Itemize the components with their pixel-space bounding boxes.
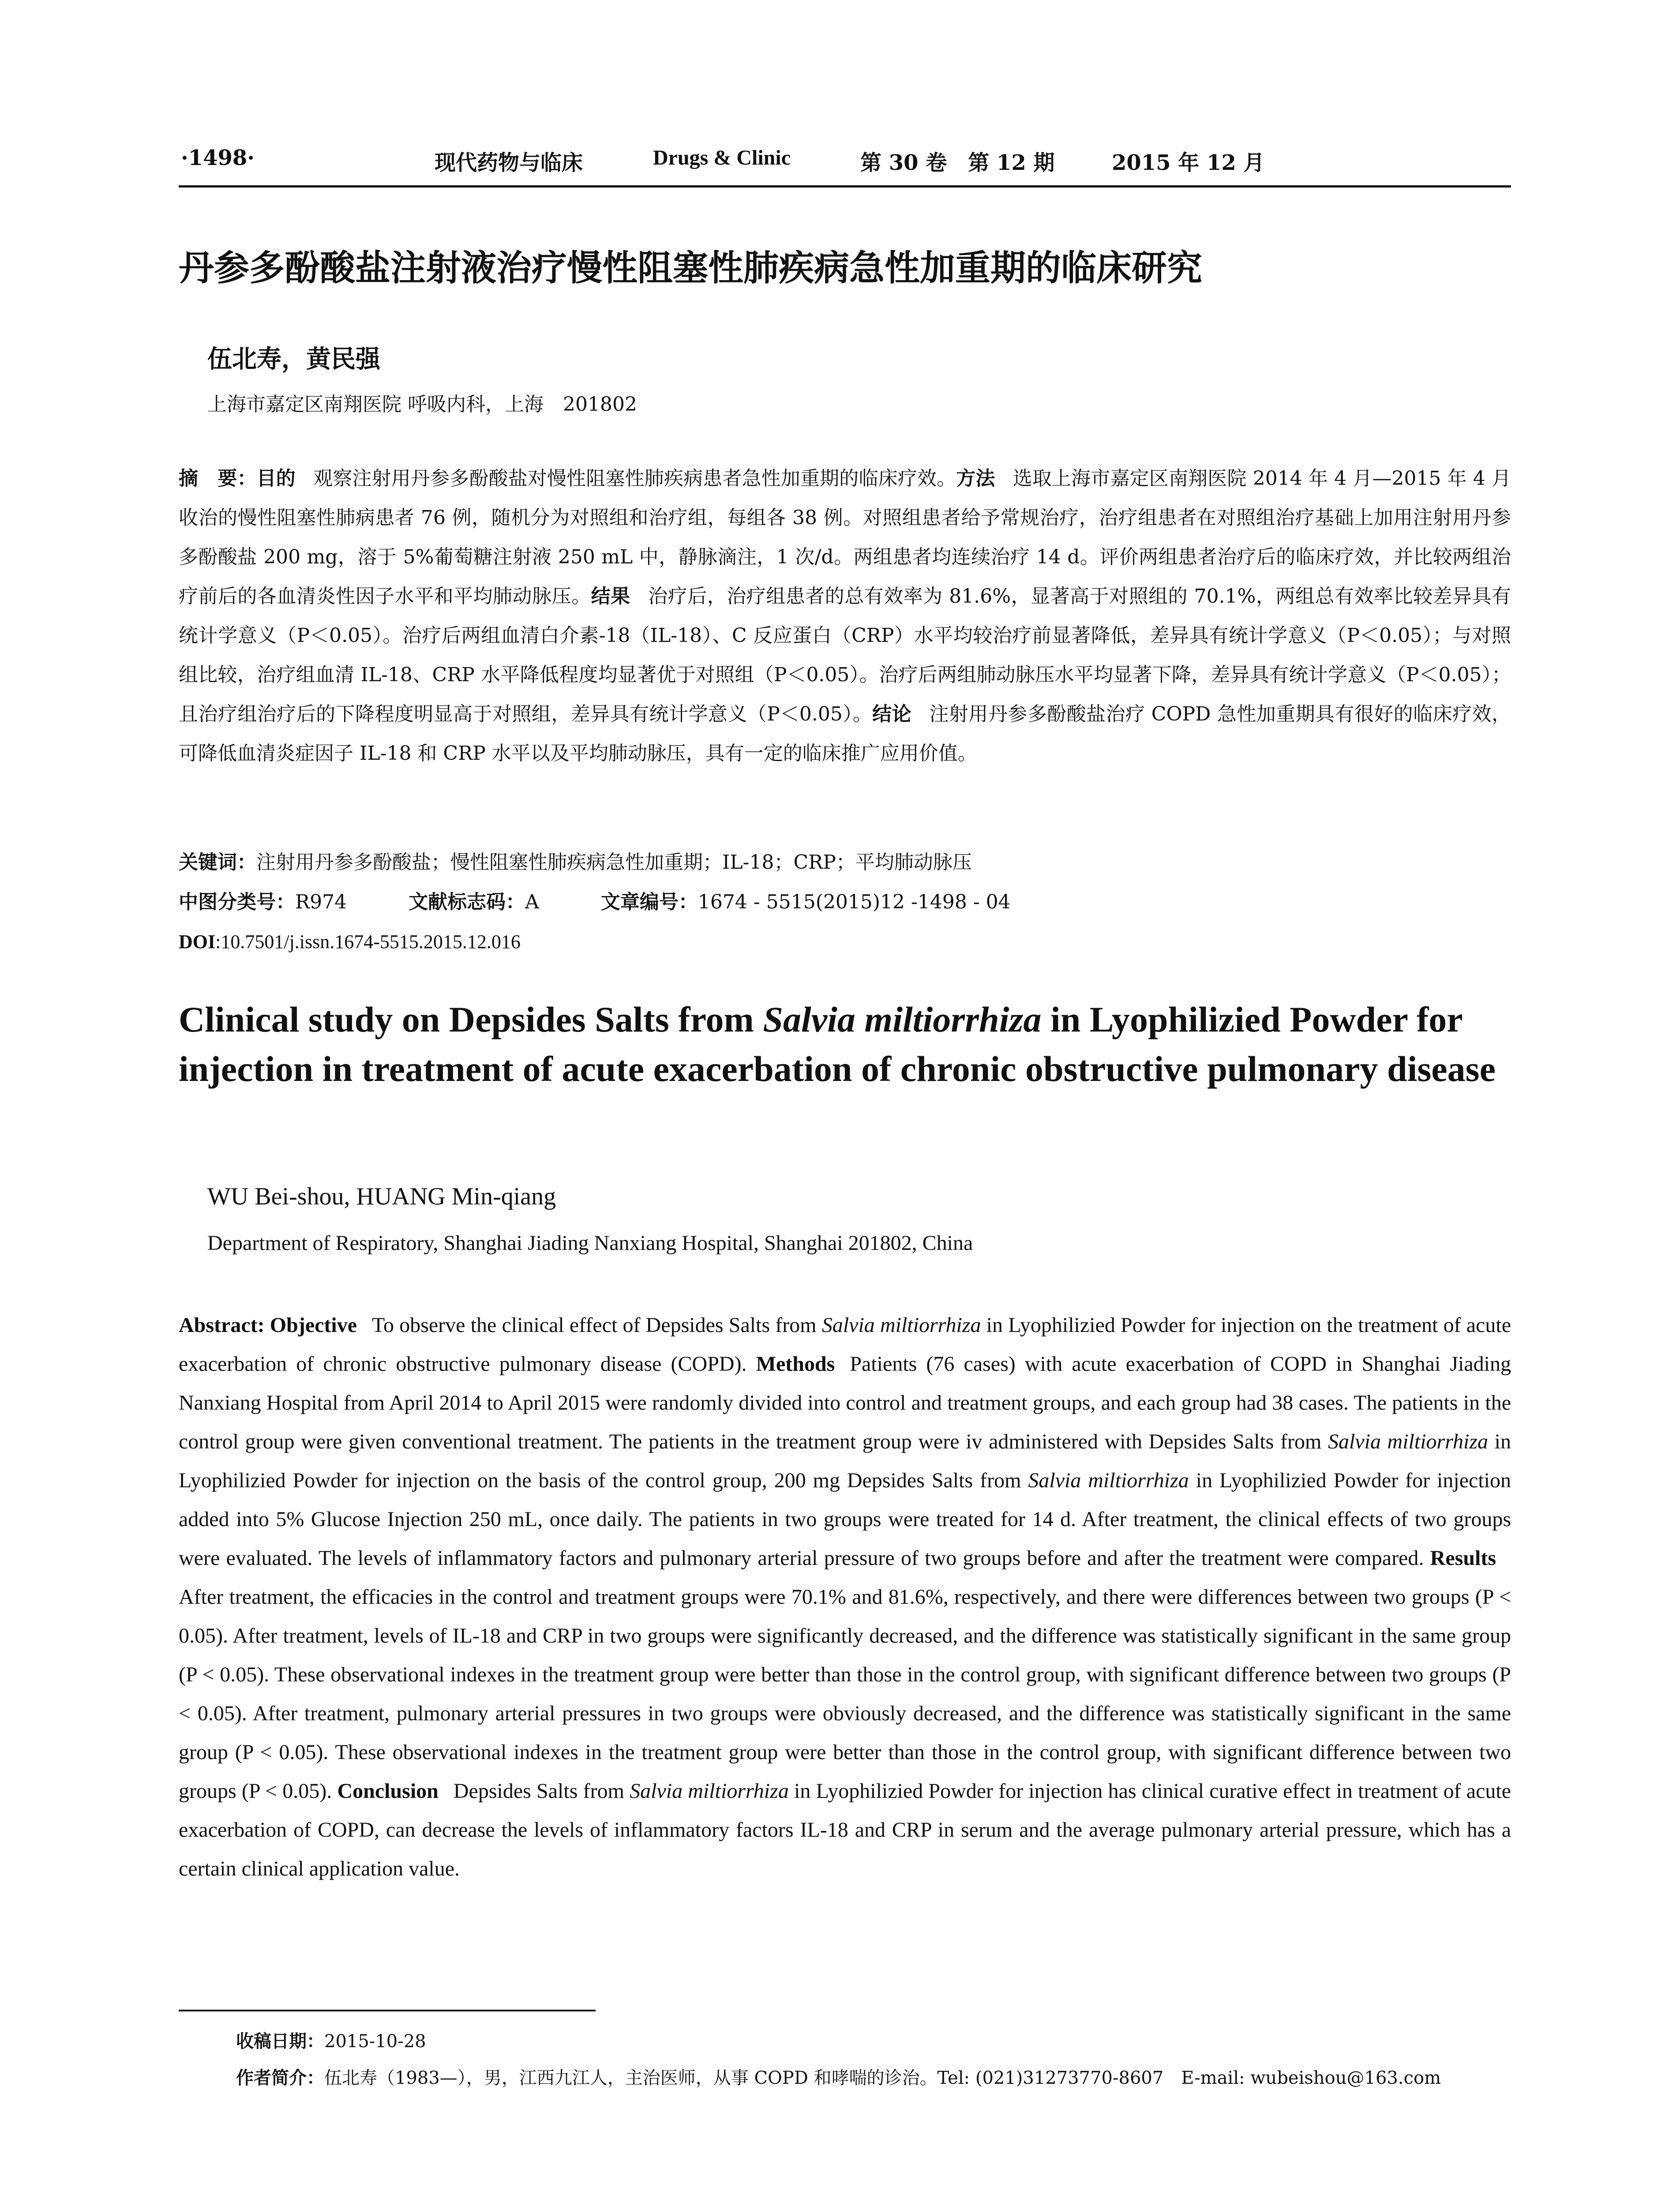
results-text-en: After treatment, the efficacies in the control and treatment groups were 70.1% and 81.6%, respectively, and there were differences between two groups (P < 0.05). After treatment, levels of IL-18 and CRP in two groups were significantly decreased, and the difference was statistically significant in the same group (P < 0.05). These observational indexes in the treatment group were better than those in the control group, with significant difference between two groups (P < 0.05). After treatment, pulmonary arterial pressures in two groups were obviously decreased, and the difference was statistically significant in the same group (P < 0.05). These observational indexes in the treatment group were better than those in the control group, with significant difference between two groups (P < 0.05).	[179, 1585, 1511, 1803]
doi-label: DOI	[179, 931, 216, 953]
received-date: 2015-10-28	[324, 2031, 426, 2052]
keywords-text: 注射用丹参多酚酸盐；慢性阻塞性肺疾病急性加重期；IL-18；CRP；平均肺动脉压	[256, 851, 972, 874]
title-cn: 丹参多酚酸盐注射液治疗慢性阻塞性肺疾病急性加重期的临床研究	[179, 248, 1202, 289]
objective-label-cn: 目的	[256, 467, 296, 490]
author-bio-text: 伍北寿（1983—），男，江西九江人，主治医师，从事 COPD 和哮喘的诊治。Tel: (021)31273770-8607 E-mail: wubeishou@163.com	[324, 2068, 1441, 2088]
affiliation-en: Department of Respiratory, Shanghai Jiading Nanxiang Hospital, Shanghai 201802, China	[207, 1231, 973, 1255]
title-en-italic: Salvia miltiorrhiza	[763, 999, 1042, 1039]
running-header	[179, 141, 1511, 188]
results-text-cn: 治疗后，治疗组患者的总有效率为 81.6%，显著高于对照组的 70.1%，两组总有效率比较差异具有统计学意义（P＜0.05）。治疗后两组血清白介素-18（IL-18）、C 反应蛋白（CRP）水平均较治疗前显著降低，差异具有统计学意义（P＜0.05）；与对照组比较，治疗组血清 IL-18、CRP 水平降低程度均显著优于对照组（P＜0.05）。治疗后两组肺动脉压水平均显著下降，差异具有统计学意义（P＜0.05）；且治疗组治疗后的下降程度明显高于对照组，差异具有统计学意义（P＜0.05）。	[179, 585, 1511, 725]
abstract-en	[179, 1306, 1511, 1888]
conclusion-label-en: Conclusion	[337, 1779, 439, 1803]
classification-line	[179, 882, 1511, 922]
conclusion-italic-en: Salvia miltiorrhiza	[630, 1779, 789, 1803]
conclusion-text-cn: 注射用丹参多酚酸盐治疗 COPD 急性加重期具有很好的临床疗效，可降低血清炎症因子 IL-18 和 CRP 水平以及平均肺动脉压，具有一定的临床推广应用价值。	[179, 703, 1511, 765]
keywords-cn	[179, 843, 1511, 882]
doc-code-value: A	[525, 891, 539, 913]
objective-text-en-1: To observe the clinical effect of Depsides Salts from	[372, 1313, 822, 1337]
received-label: 收稿日期：	[236, 2031, 324, 2052]
doi-value: :10.7501/j.issn.1674-5515.2015.12.016	[215, 931, 521, 953]
objective-label-en: Objective	[270, 1313, 357, 1337]
volume-issue: 第 30 卷 第 12 期	[860, 150, 1055, 175]
affiliation-cn: 上海市嘉定区南翔医院 呼吸内科，上海 201802	[207, 393, 637, 416]
objective-text-en-2: in Lyophilizied Powder for injection on the treatment of acute exacerbation of chronic obstructive pulmonary disease (COPD).	[179, 1313, 1511, 1376]
abstract-cn	[179, 459, 1511, 773]
article-no-value: 1674 - 5515(2015)12 -1498 - 04	[698, 891, 1011, 913]
title-en-part1: Clinical study on Depsides Salts from	[179, 999, 763, 1039]
journal-name-cn: 现代药物与临床	[435, 150, 583, 175]
methods-text-en-2: in Lyophilizied Powder for injection on the basis of the control group, 200 mg Depsides Salts from	[179, 1430, 1511, 1492]
title-en-part2: in Lyophilizied Powder for injection in treatment of acute exacerbation of chronic obstructive pulmonary disease	[179, 999, 1496, 1089]
abstract-label-cn: 摘 要：	[179, 467, 257, 490]
issue-date: 2015 年 12 月	[1112, 150, 1265, 175]
methods-italic-en-2: Salvia miltiorrhiza	[1028, 1469, 1189, 1492]
journal-name-en: Drugs & Clinic	[653, 146, 791, 169]
doi-line	[179, 922, 1511, 961]
conclusion-label-cn: 结论	[872, 703, 912, 725]
methods-text-en-1: Patients (76 cases) with acute exacerbation of COPD in Shanghai Jiading Nanxiang Hospital from April 2014 to April 2015 were randomly divided into control and treatment groups, and each group had 38 cases. The patients in the control group were given conventional treatment. The patients in the treatment group were iv administered with Depsides Salts from	[179, 1352, 1511, 1453]
footnote-received	[236, 2027, 1515, 2052]
results-label-cn: 结果	[591, 585, 630, 608]
footnote-author	[236, 2064, 1515, 2089]
keywords-label: 关键词：	[179, 851, 256, 874]
methods-italic-en-1: Salvia miltiorrhiza	[1328, 1430, 1489, 1453]
title-en	[179, 995, 1515, 1094]
methods-text-en-3: in Lyophilizied Powder for injection added into 5% Glucose Injection 250 mL, once daily. The patients in two groups were treated for 14 d. After treatment, the clinical effects of two groups were evaluated. The levels of inflammatory factors and pulmonary arterial pressure of two groups before and after the treatment were compared.	[179, 1469, 1511, 1570]
author-bio-label: 作者简介：	[236, 2068, 324, 2088]
page-number: ·1498·	[181, 146, 255, 170]
article-no-label: 文章编号：	[600, 891, 698, 913]
authors-cn: 伍北寿，黄民强	[207, 345, 380, 374]
clc-value: R974	[295, 891, 347, 913]
results-label-en: Results	[1430, 1546, 1496, 1570]
abstract-label-en: Abstract:	[179, 1313, 265, 1337]
objective-text-cn: 观察注射用丹参多酚酸盐对慢性阻塞性肺疾病患者急性加重期的临床疗效。	[313, 467, 956, 490]
conclusion-text-en-2: in Lyophilizied Powder for injection has clinical curative effect in treatment of acute exacerbation of COPD, can decrease the levels of inflammatory factors IL-18 and CRP in serum and the average pulmonary arterial pressure, which has a certain clinical application value.	[179, 1779, 1511, 1880]
methods-label-en: Methods	[756, 1352, 835, 1376]
objective-italic-en: Salvia miltiorrhiza	[821, 1313, 981, 1337]
conclusion-text-en-1: Depsides Salts from	[453, 1779, 630, 1803]
footnote-rule	[179, 2010, 596, 2011]
clc-label: 中图分类号：	[179, 891, 295, 913]
doc-code-label: 文献标志码：	[409, 891, 525, 913]
authors-en: WU Bei-shou, HUANG Min-qiang	[207, 1183, 556, 1210]
methods-label-cn: 方法	[956, 467, 995, 490]
methods-text-cn: 选取上海市嘉定区南翔医院 2014 年 4 月—2015 年 4 月收治的慢性阻塞性肺病患者 76 例，随机分为对照组和治疗组，每组各 38 例。对照组患者给予常规治疗，治疗组患者在对照组治疗基础上加用注射用丹参多酚酸盐 200 mg，溶于 5%葡萄糖注射液 250 mL 中，静脉滴注，1 次/d。两组患者均连续治疗 14 d。评价两组患者治疗后的临床疗效，并比较两组治疗前后的各血清炎性因子水平和平均肺动脉压。	[179, 467, 1511, 608]
